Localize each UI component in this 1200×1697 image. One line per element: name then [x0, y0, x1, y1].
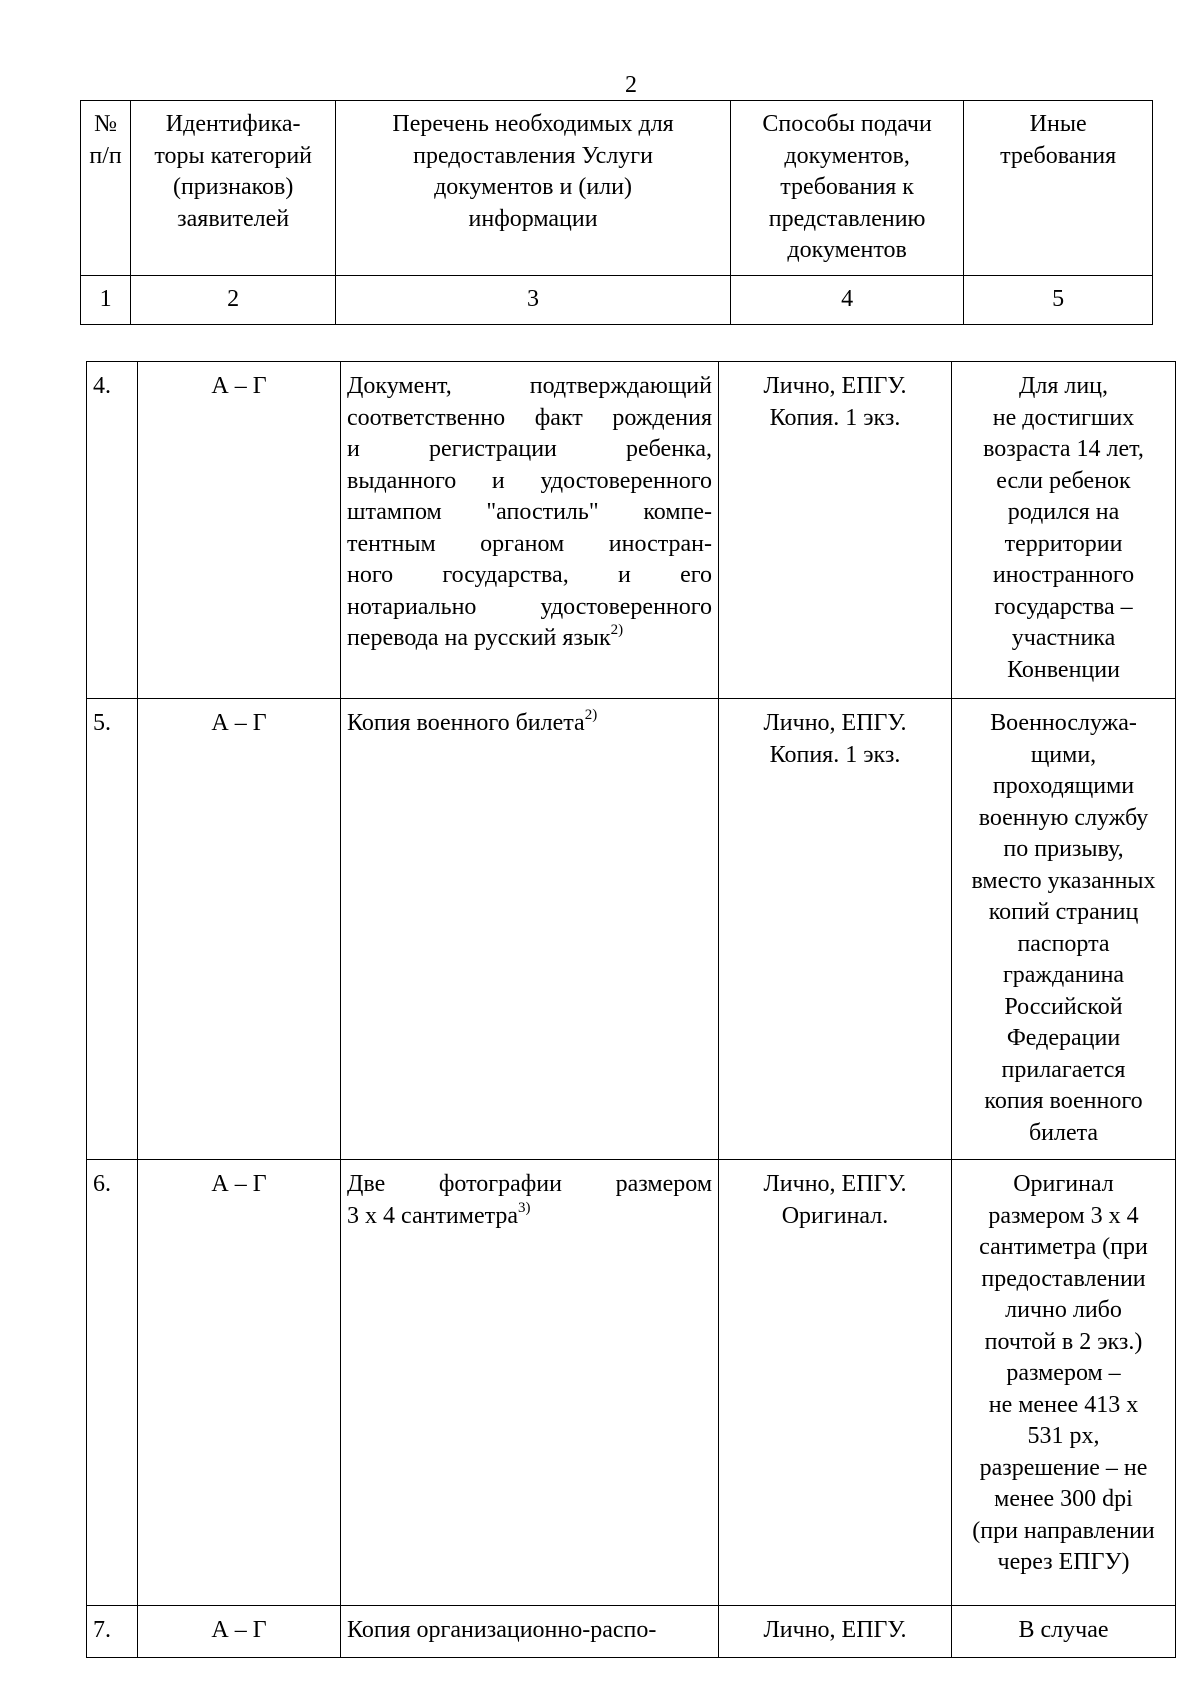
row-other-requirements: Для лиц, не достигших возраста 14 лет, если ребенок родился на территории иностранного государства – участника Конвенции — [952, 362, 1176, 699]
table-body — [86, 361, 1176, 1658]
document-text-line: ного государства, и его — [347, 562, 712, 588]
table-row — [87, 1606, 1176, 1658]
page-number: 2 — [625, 72, 637, 98]
document-text-line: выданного и удостоверенного — [347, 467, 712, 494]
header-cell-category: Идентифика- торы категорий (признаков) заявителей — [131, 101, 336, 276]
row-submission-method: Лично, ЕПГУ. Копия. 1 экз. — [719, 699, 952, 1160]
row-number: 4. — [87, 362, 138, 699]
header-row — [81, 101, 1153, 276]
table-row — [87, 1160, 1176, 1606]
header-cell-documents: Перечень необходимых для предоставления Услуги документов и (или) информации — [336, 101, 731, 276]
footnote-reference: 3) — [518, 1199, 531, 1216]
row-category: А – Г — [138, 699, 341, 1160]
row-category: А – Г — [138, 1160, 341, 1606]
header-cell-other: Иные требования — [964, 101, 1153, 276]
document-text-line: Копия военного билета$^{2)}$ — [347, 707, 598, 736]
document-text-line: Копия организационно-распо- — [347, 1617, 657, 1643]
table-row — [87, 699, 1176, 1160]
row-documents — [341, 1606, 719, 1658]
table-header — [80, 100, 1153, 325]
header-cell-methods: Способы подачи документов, требования к представлению документов — [730, 101, 963, 276]
row-other-requirements: Военнослужа- щими, проходящими военную службу по призыву, вместо указанных копий страниц паспорта гражданина Российской Федерации прилагается копия военного билета — [952, 699, 1176, 1160]
column-number-row — [81, 276, 1153, 325]
column-number: 2 — [131, 276, 336, 325]
row-documents — [341, 1160, 719, 1606]
row-other-requirements: Оригинал размером 3 x 4 сантиметра (при предоставлении лично либо почтой в 2 экз.) размером – не менее 413 x 531 px, разрешение – не менее 300 dpi (при направлении через ЕПГУ) — [952, 1160, 1176, 1606]
document-text-line: Две фотографии размером — [347, 1171, 712, 1197]
document-text-line: нотариально удостоверенного — [347, 593, 712, 620]
column-number: 1 — [81, 276, 131, 325]
document-text-line: Документ, подтверждающий — [347, 373, 712, 399]
column-number: 5 — [964, 276, 1153, 325]
row-documents — [341, 699, 719, 1160]
column-number: 3 — [336, 276, 731, 325]
row-number: 5. — [87, 699, 138, 1160]
footnote-reference: 2) — [610, 622, 624, 638]
document-text-line: штампом "апостиль" компе- — [347, 499, 712, 525]
column-number: 4 — [730, 276, 963, 325]
footnote-reference: 2) — [584, 707, 598, 723]
row-submission-method: Лично, ЕПГУ. Копия. 1 экз. — [719, 362, 952, 699]
document-text-line: соответственно факт рождения — [347, 404, 712, 431]
row-submission-method: Лично, ЕПГУ. — [719, 1606, 952, 1658]
document-text-line: 3 x 4 сантиметра$^{3)}$ — [347, 1199, 531, 1229]
document-text-line: и регистрации ребенка, — [347, 436, 712, 462]
row-other-requirements: В случае — [952, 1606, 1176, 1658]
document-text-line: перевода на русский язык$^{2)}$ — [347, 622, 624, 651]
row-documents — [341, 362, 719, 699]
header-cell-num: № п/п — [81, 101, 131, 276]
row-category: А – Г — [138, 362, 341, 699]
row-category: А – Г — [138, 1606, 341, 1658]
document-text-line: тентным органом иностран- — [347, 530, 712, 557]
row-number: 7. — [87, 1606, 138, 1658]
row-number: 6. — [87, 1160, 138, 1606]
row-submission-method: Лично, ЕПГУ. Оригинал. — [719, 1160, 952, 1606]
table-row — [87, 362, 1176, 699]
